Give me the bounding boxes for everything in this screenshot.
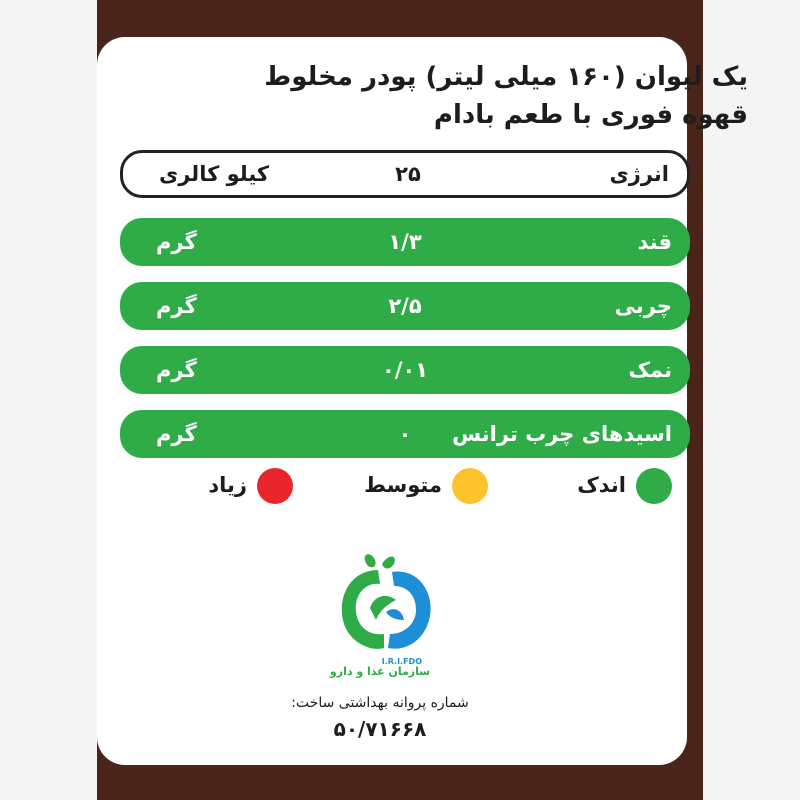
legend-label: زیاد bbox=[208, 473, 247, 497]
product-title-line-2: قهوه فوری با طعم بادام bbox=[433, 100, 748, 130]
product-title bbox=[208, 58, 748, 134]
license-label: شماره پروانه بهداشتی ساخت: bbox=[291, 695, 469, 711]
green-dot-icon bbox=[636, 468, 672, 504]
yellow-dot-icon bbox=[452, 468, 488, 504]
energy-unit: کیلو کالری bbox=[159, 162, 270, 186]
nutrient-unit: گرم bbox=[156, 422, 197, 446]
nutrient-label: اسیدهای چرب ترانس bbox=[452, 422, 672, 446]
nutrient-unit: گرم bbox=[156, 294, 197, 318]
nutrient-row-fat bbox=[120, 282, 690, 330]
nutrient-label: چربی bbox=[614, 294, 672, 318]
logo-abbreviation: I.R.I.FDO bbox=[381, 657, 422, 666]
nutrient-row-salt bbox=[120, 346, 690, 394]
nutrient-label: نمک bbox=[628, 358, 672, 382]
nutrient-unit: گرم bbox=[156, 230, 197, 254]
red-dot-icon bbox=[257, 468, 293, 504]
energy-value: ۲۵ bbox=[395, 162, 421, 186]
product-title-line-1: یک لیوان (۱۶۰ میلی لیتر) پودر مخلوط bbox=[264, 62, 748, 92]
nutrient-row-trans-fat bbox=[120, 410, 690, 458]
nutrient-value: ۰ bbox=[398, 422, 412, 446]
legend-low bbox=[560, 466, 680, 506]
energy-label: انرژی bbox=[609, 162, 669, 186]
legend-high bbox=[195, 466, 295, 506]
nutrient-value: ۲/۵ bbox=[388, 294, 422, 318]
nutrient-label: قند bbox=[637, 230, 672, 254]
nutrient-value: ۰/۰۱ bbox=[381, 358, 429, 382]
ministry-of-health-icon bbox=[330, 548, 440, 668]
license-number: ۵۰/۷۱۶۶۸ bbox=[333, 717, 427, 741]
energy-row bbox=[120, 150, 690, 198]
nutrient-row-sugar bbox=[120, 218, 690, 266]
nutrient-value: ۱/۳ bbox=[388, 230, 422, 254]
legend-label: اندک bbox=[577, 473, 626, 497]
legend-medium bbox=[360, 466, 490, 506]
nutrient-unit: گرم bbox=[156, 358, 197, 382]
organization-name: سازمان غذا و دارو bbox=[329, 665, 431, 678]
legend-label: متوسط bbox=[364, 473, 442, 497]
